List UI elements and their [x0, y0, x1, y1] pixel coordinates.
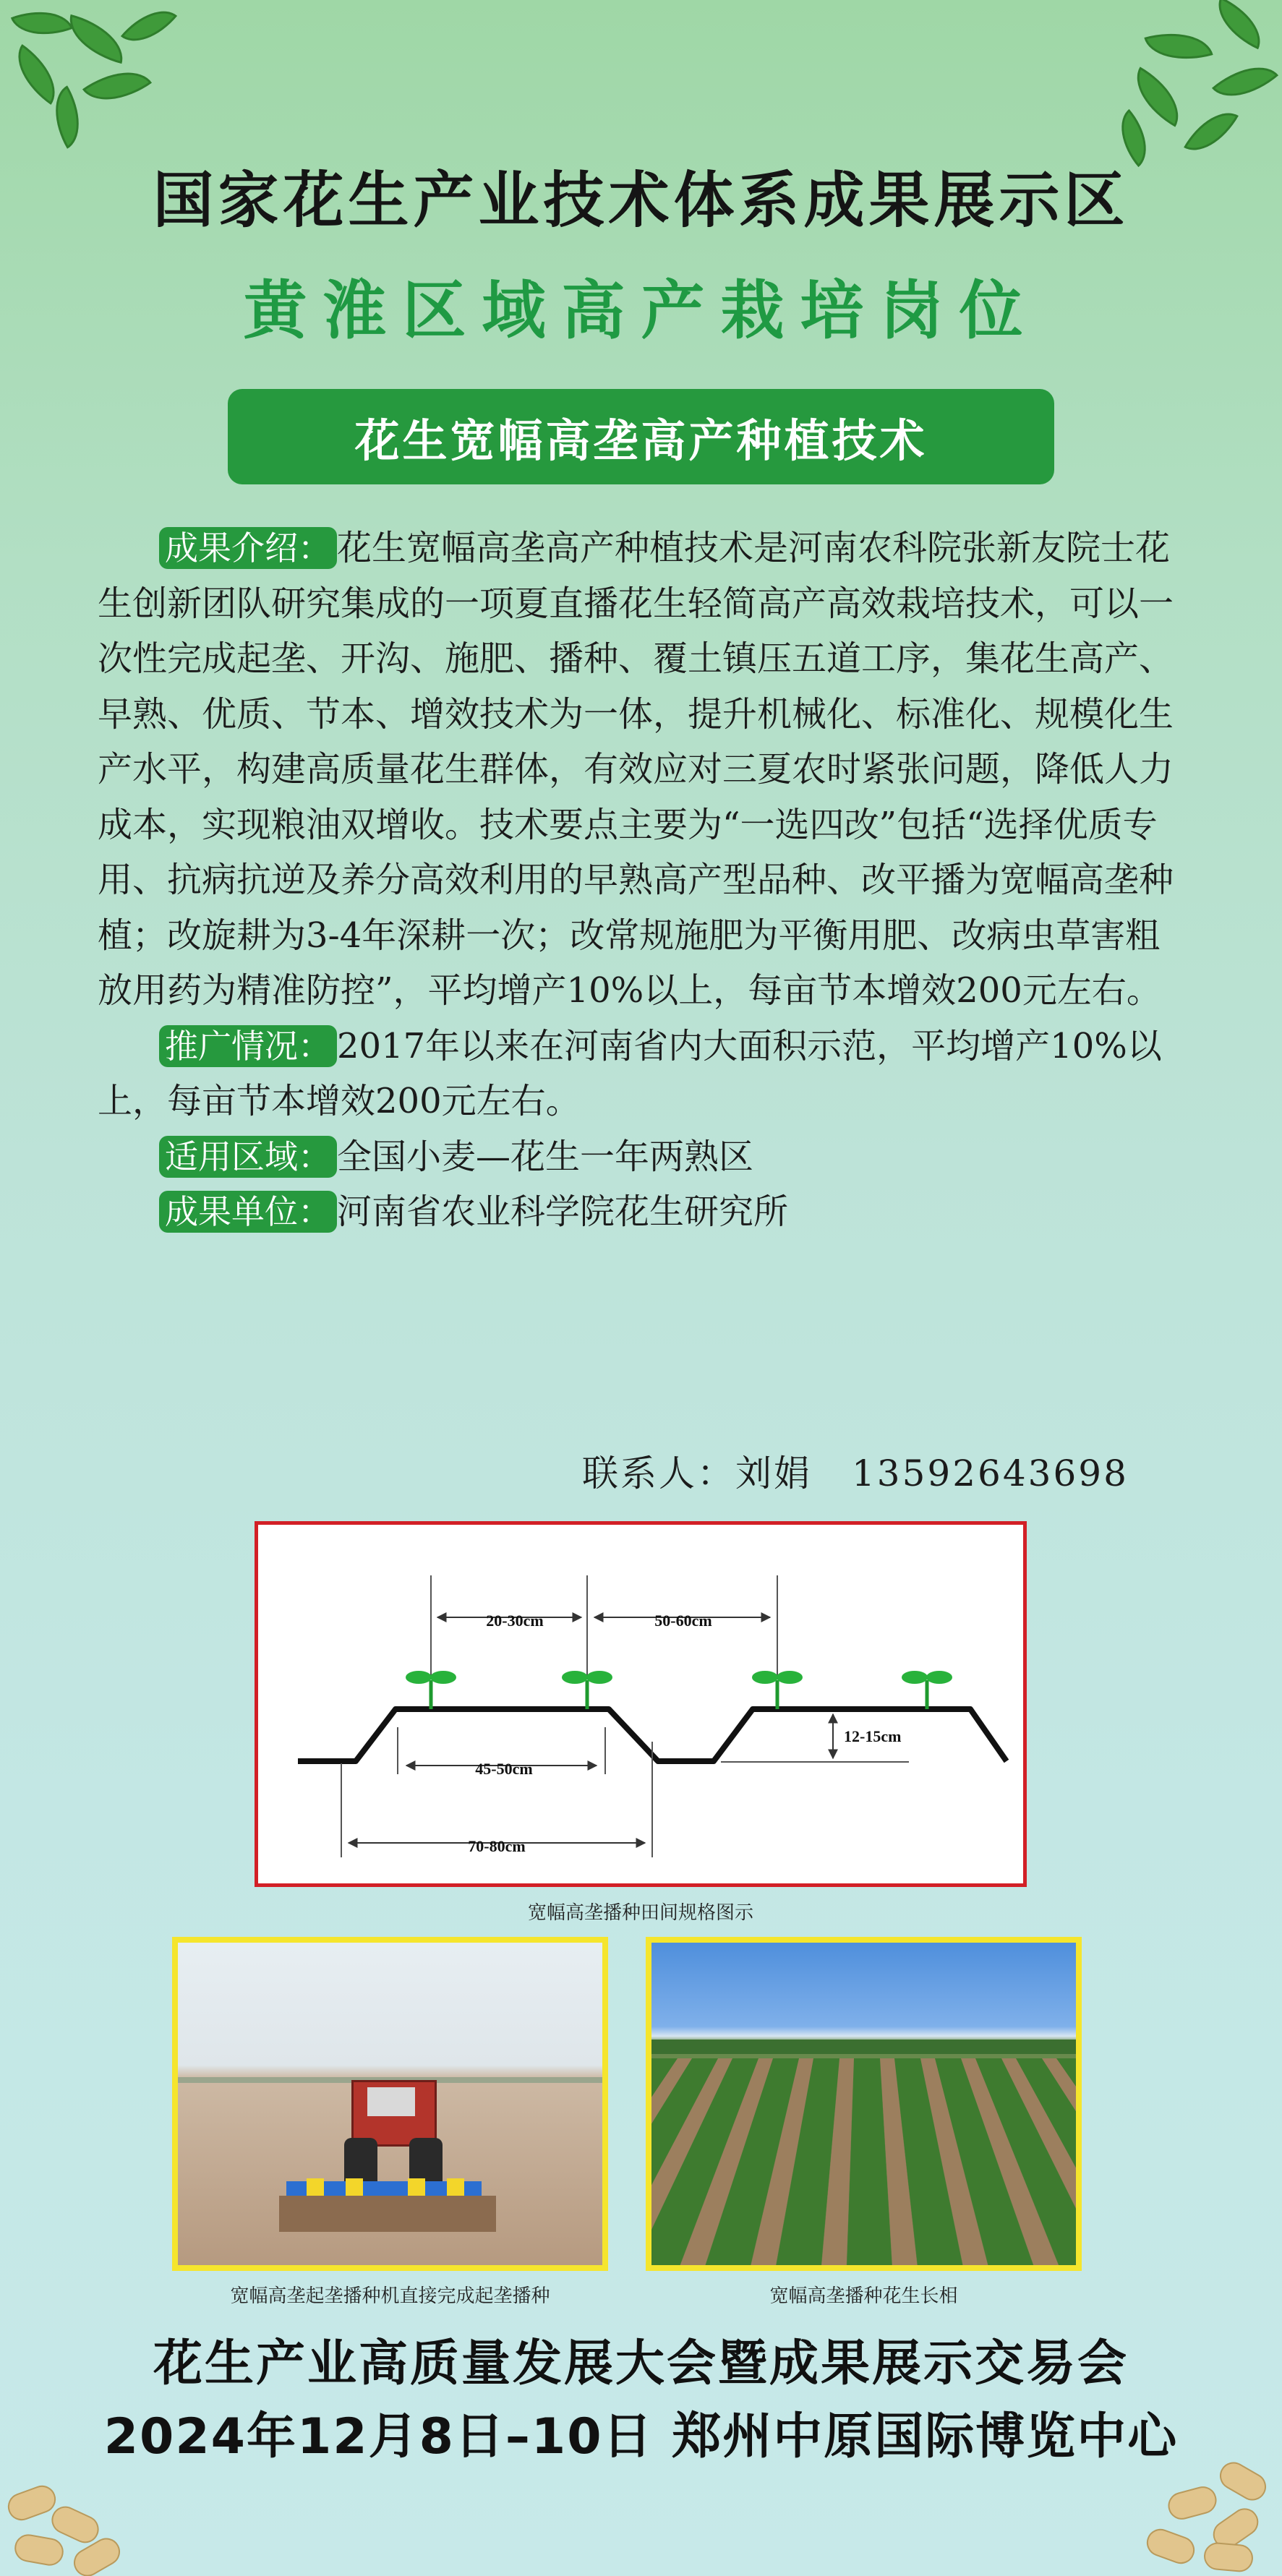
- peanut-decoration-right: [1123, 2453, 1282, 2576]
- dim-row-gap: 50-60cm: [654, 1612, 712, 1630]
- peanut-field-photo: [646, 1937, 1082, 2271]
- seedling-icon: [562, 1671, 612, 1709]
- content-body: [98, 521, 1182, 1240]
- event-title: 花生产业高质量发展大会暨成果展示交易会: [153, 2335, 1129, 2392]
- seedling-icon: [406, 1671, 456, 1709]
- event-date-venue: 2024年12月8日–10日 郑州中原国际博览中心: [103, 2408, 1179, 2465]
- unit-tag: 成果单位：: [159, 1191, 337, 1233]
- seedling-icons: [406, 1671, 952, 1709]
- leaf-decoration-right: [1094, 0, 1282, 174]
- unit-paragraph: [98, 1184, 1182, 1240]
- region-tag: 适用区域：: [159, 1136, 337, 1178]
- promotion-paragraph: [98, 1019, 1182, 1129]
- region-text: 全国小麦—花生一年两熟区: [337, 1136, 754, 1177]
- contact-line: [582, 1445, 1129, 1497]
- dim-ridge-top: 45-50cm: [475, 1760, 533, 1778]
- intro-paragraph: [98, 521, 1182, 1019]
- page-subtitle: 黄淮区域高产栽培岗位: [243, 273, 1039, 348]
- field-photo-caption: 宽幅高垄播种花生长相: [769, 2285, 958, 2307]
- contact-label: 联系人：刘娟: [582, 1452, 812, 1494]
- seedling-icon: [902, 1671, 952, 1709]
- diagram-caption: 宽幅高垄播种田间规格图示: [527, 1902, 753, 1924]
- tractor-photo-caption: 宽幅高垄起垄播种机直接完成起垄播种: [230, 2285, 550, 2307]
- dimension-arrows: [349, 1617, 833, 1843]
- peanut-decoration-left: [0, 2468, 145, 2576]
- seedling-icon: [752, 1671, 803, 1709]
- intro-text: 花生宽幅高垄高产种植技术是河南农科院张新友院士花生创新团队研究集成的一项夏直播花生轻简高产高效栽培技术，可以一次性完成起垄、开沟、施肥、播种、覆土镇压五道工序，集花生高产、早熟、优质、节本、增效技术为一体，提升机械化、标准化、规模化生产水平，构建高质量花生群体，有效应对三夏农时紧张问题，降低人力成本，实现粮油双增收。技术要点主要为“一选四改”包括“选择优质专用、抗病抗逆及养分高效利用的早熟高产型品种、改平播为宽幅高垄种植；改旋耕为3-4年深耕一次；改常规施肥为平衡用肥、改病虫草害粗放用药为精准防控”，平均增产10%以上，每亩节本增效200元左右。: [98, 528, 1174, 1011]
- region-paragraph: [98, 1129, 1182, 1185]
- dim-ridge-height: 12-15cm: [844, 1727, 902, 1745]
- intro-tag: 成果介绍：: [159, 527, 337, 569]
- page-title: 国家花生产业技术体系成果展示区: [153, 165, 1129, 236]
- promotion-text: 2017年以来在河南省内大面积示范，平均增产10%以上，每亩节本增效200元左右。: [98, 1025, 1162, 1121]
- tractor-photo: [172, 1937, 608, 2271]
- promotion-tag: 推广情况：: [159, 1025, 337, 1067]
- ridge-diagram-svg: [258, 1525, 1023, 1883]
- technology-banner: 花生宽幅高垄高产种植技术: [228, 389, 1054, 484]
- dim-plant-spacing: 20-30cm: [486, 1612, 544, 1630]
- unit-text: 河南省农业科学院花生研究所: [337, 1191, 789, 1232]
- ridge-spec-diagram: [255, 1521, 1027, 1887]
- leaf-decoration-left: [0, 0, 188, 159]
- contact-phone: 13592643698: [852, 1452, 1129, 1494]
- dim-ridge-base: 70-80cm: [468, 1837, 526, 1855]
